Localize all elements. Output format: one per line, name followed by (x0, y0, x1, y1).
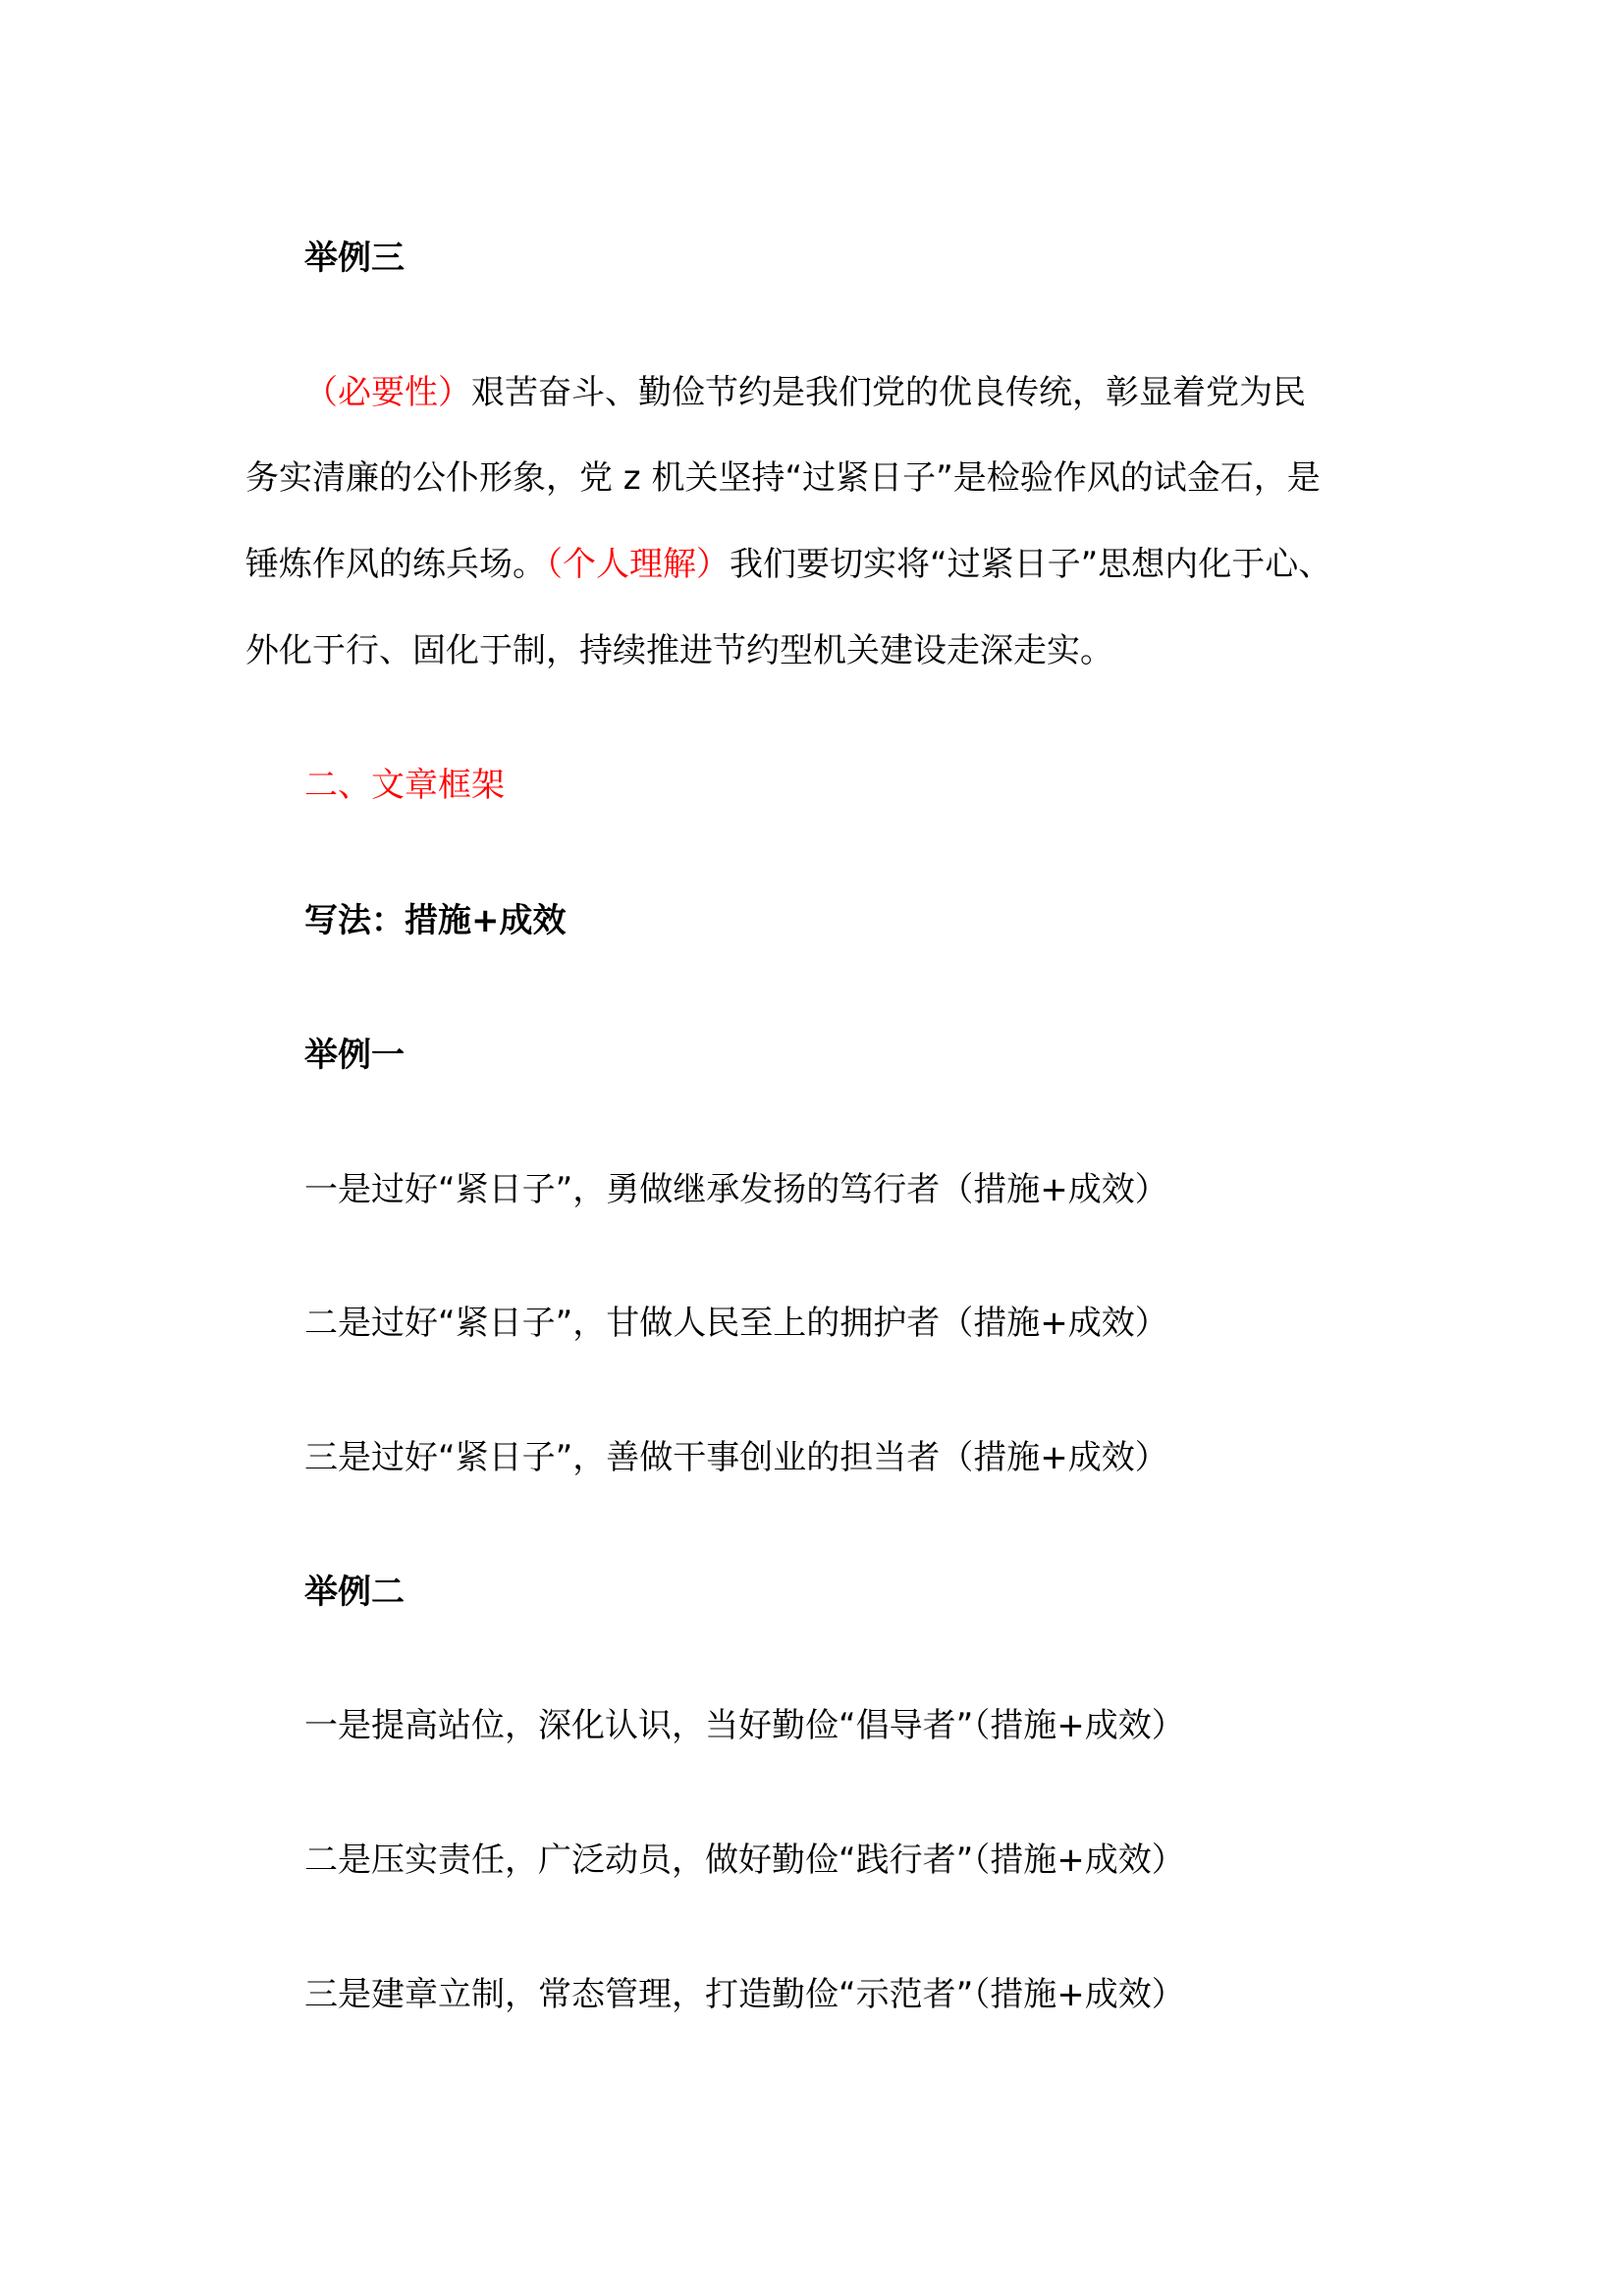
paragraph-line-2 (245, 458, 1321, 498)
section-title: 二、文章框架 (304, 766, 505, 805)
personal-understanding-label: （个人理解） (546, 545, 730, 584)
paragraph-line-4 (245, 631, 1113, 670)
example1-item: 一是过好“紧日子”，勇做继承发扬的笃行者（措施+成效） (304, 1170, 1168, 1209)
example2-item: 二是压实责任，广泛动员，做好勤俭“践行者”（措施+成效） (304, 1841, 1185, 1880)
paragraph-text: 外化于行、固化于制，持续推进节约型机关建设走深走实。 (245, 631, 1113, 670)
example2-heading: 举例二 (304, 1573, 405, 1612)
necessity-label: （必要性） (304, 373, 471, 412)
example2-item: 一是提高站位，深化认识，当好勤俭“倡导者”（措施+成效） (304, 1706, 1185, 1745)
paragraph-text: 艰苦奋斗、勤俭节约是我们党的优良传统，彰显着党为民 (471, 373, 1306, 412)
example1-heading: 举例一 (304, 1036, 405, 1075)
paragraph-line-3 (245, 545, 1331, 584)
example1-item: 三是过好“紧日子”，善做干事创业的担当者（措施+成效） (304, 1438, 1168, 1477)
example3-heading: 举例三 (304, 239, 405, 278)
paragraph-text: 务实清廉的公仆形象，党 z 机关坚持“过紧日子”是检验作风的试金石，是 (245, 458, 1321, 498)
paragraph-line-1 (304, 373, 1306, 412)
method-label: 写法：措施+成效 (304, 901, 567, 940)
example1-item: 二是过好“紧日子”，甘做人民至上的拥护者（措施+成效） (304, 1304, 1168, 1343)
paragraph-text: 我们要切实将“过紧日子”思想内化于心、 (730, 545, 1332, 584)
paragraph-text: 锤炼作风的练兵场。 (245, 545, 546, 584)
example2-item: 三是建章立制，常态管理，打造勤俭“示范者”（措施+成效） (304, 1975, 1185, 2014)
